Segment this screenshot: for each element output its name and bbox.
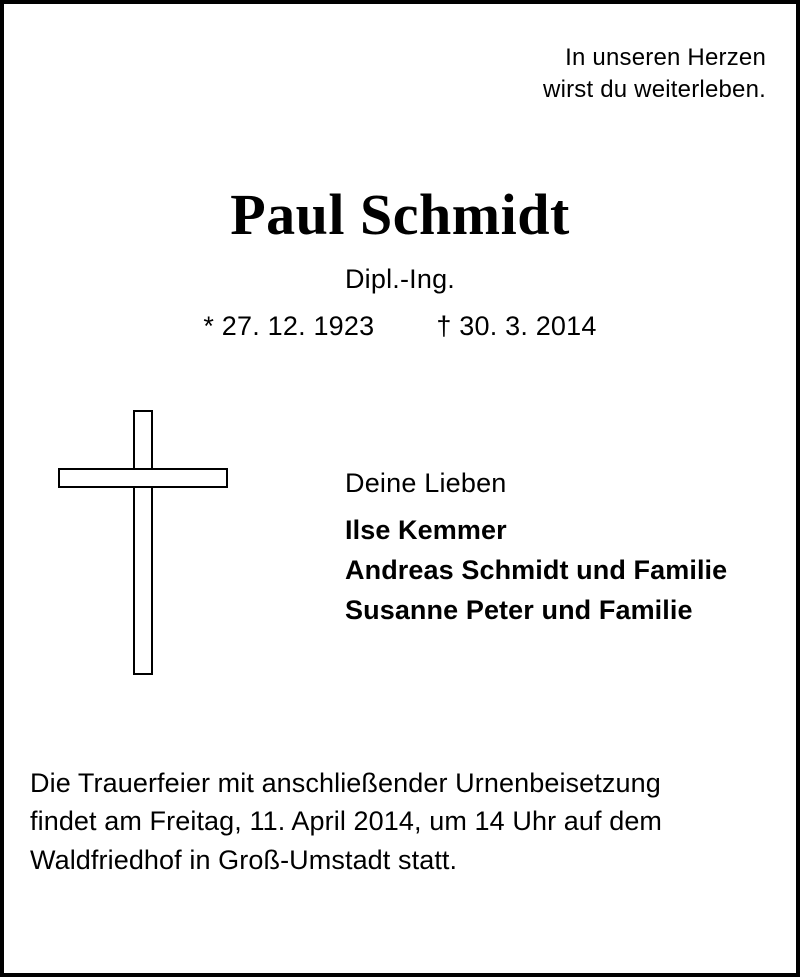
funeral-details-line-1: Die Trauerfeier mit anschließender Urnenbeisetzung	[30, 768, 661, 798]
christian-cross-icon	[58, 410, 228, 675]
death-date: † 30. 3. 2014	[436, 310, 597, 341]
deceased-name-block	[30, 181, 770, 342]
motto-line-1: In unseren Herzen	[565, 44, 766, 71]
family-member: Susanne Peter und Familie	[345, 594, 693, 625]
family-block	[345, 468, 727, 631]
motto-line-2: wirst du weiterleben.	[543, 76, 766, 104]
family-member: Ilse Kemmer	[345, 514, 507, 545]
cross-joint-patch	[135, 470, 151, 486]
notice-inner	[4, 4, 796, 973]
middle-section	[30, 400, 770, 690]
deceased-title: Dipl.-Ing.	[344, 263, 456, 294]
memorial-motto	[30, 42, 766, 107]
funeral-details-line-2: findet am Freitag, 11. April 2014, um 14 Uhr auf dem	[30, 806, 663, 837]
life-dates	[30, 311, 770, 342]
family-lead-text: Deine Lieben	[345, 467, 507, 498]
funeral-details	[30, 764, 770, 879]
family-member: Andreas Schmidt und Familie	[345, 554, 728, 585]
deceased-name: Paul Schmidt	[230, 181, 570, 247]
funeral-details-line-3: Waldfriedhof in Groß-Umstadt statt.	[30, 844, 458, 875]
birth-date: * 27. 12. 1923	[203, 310, 375, 341]
cross-vertical-bar	[133, 410, 153, 675]
